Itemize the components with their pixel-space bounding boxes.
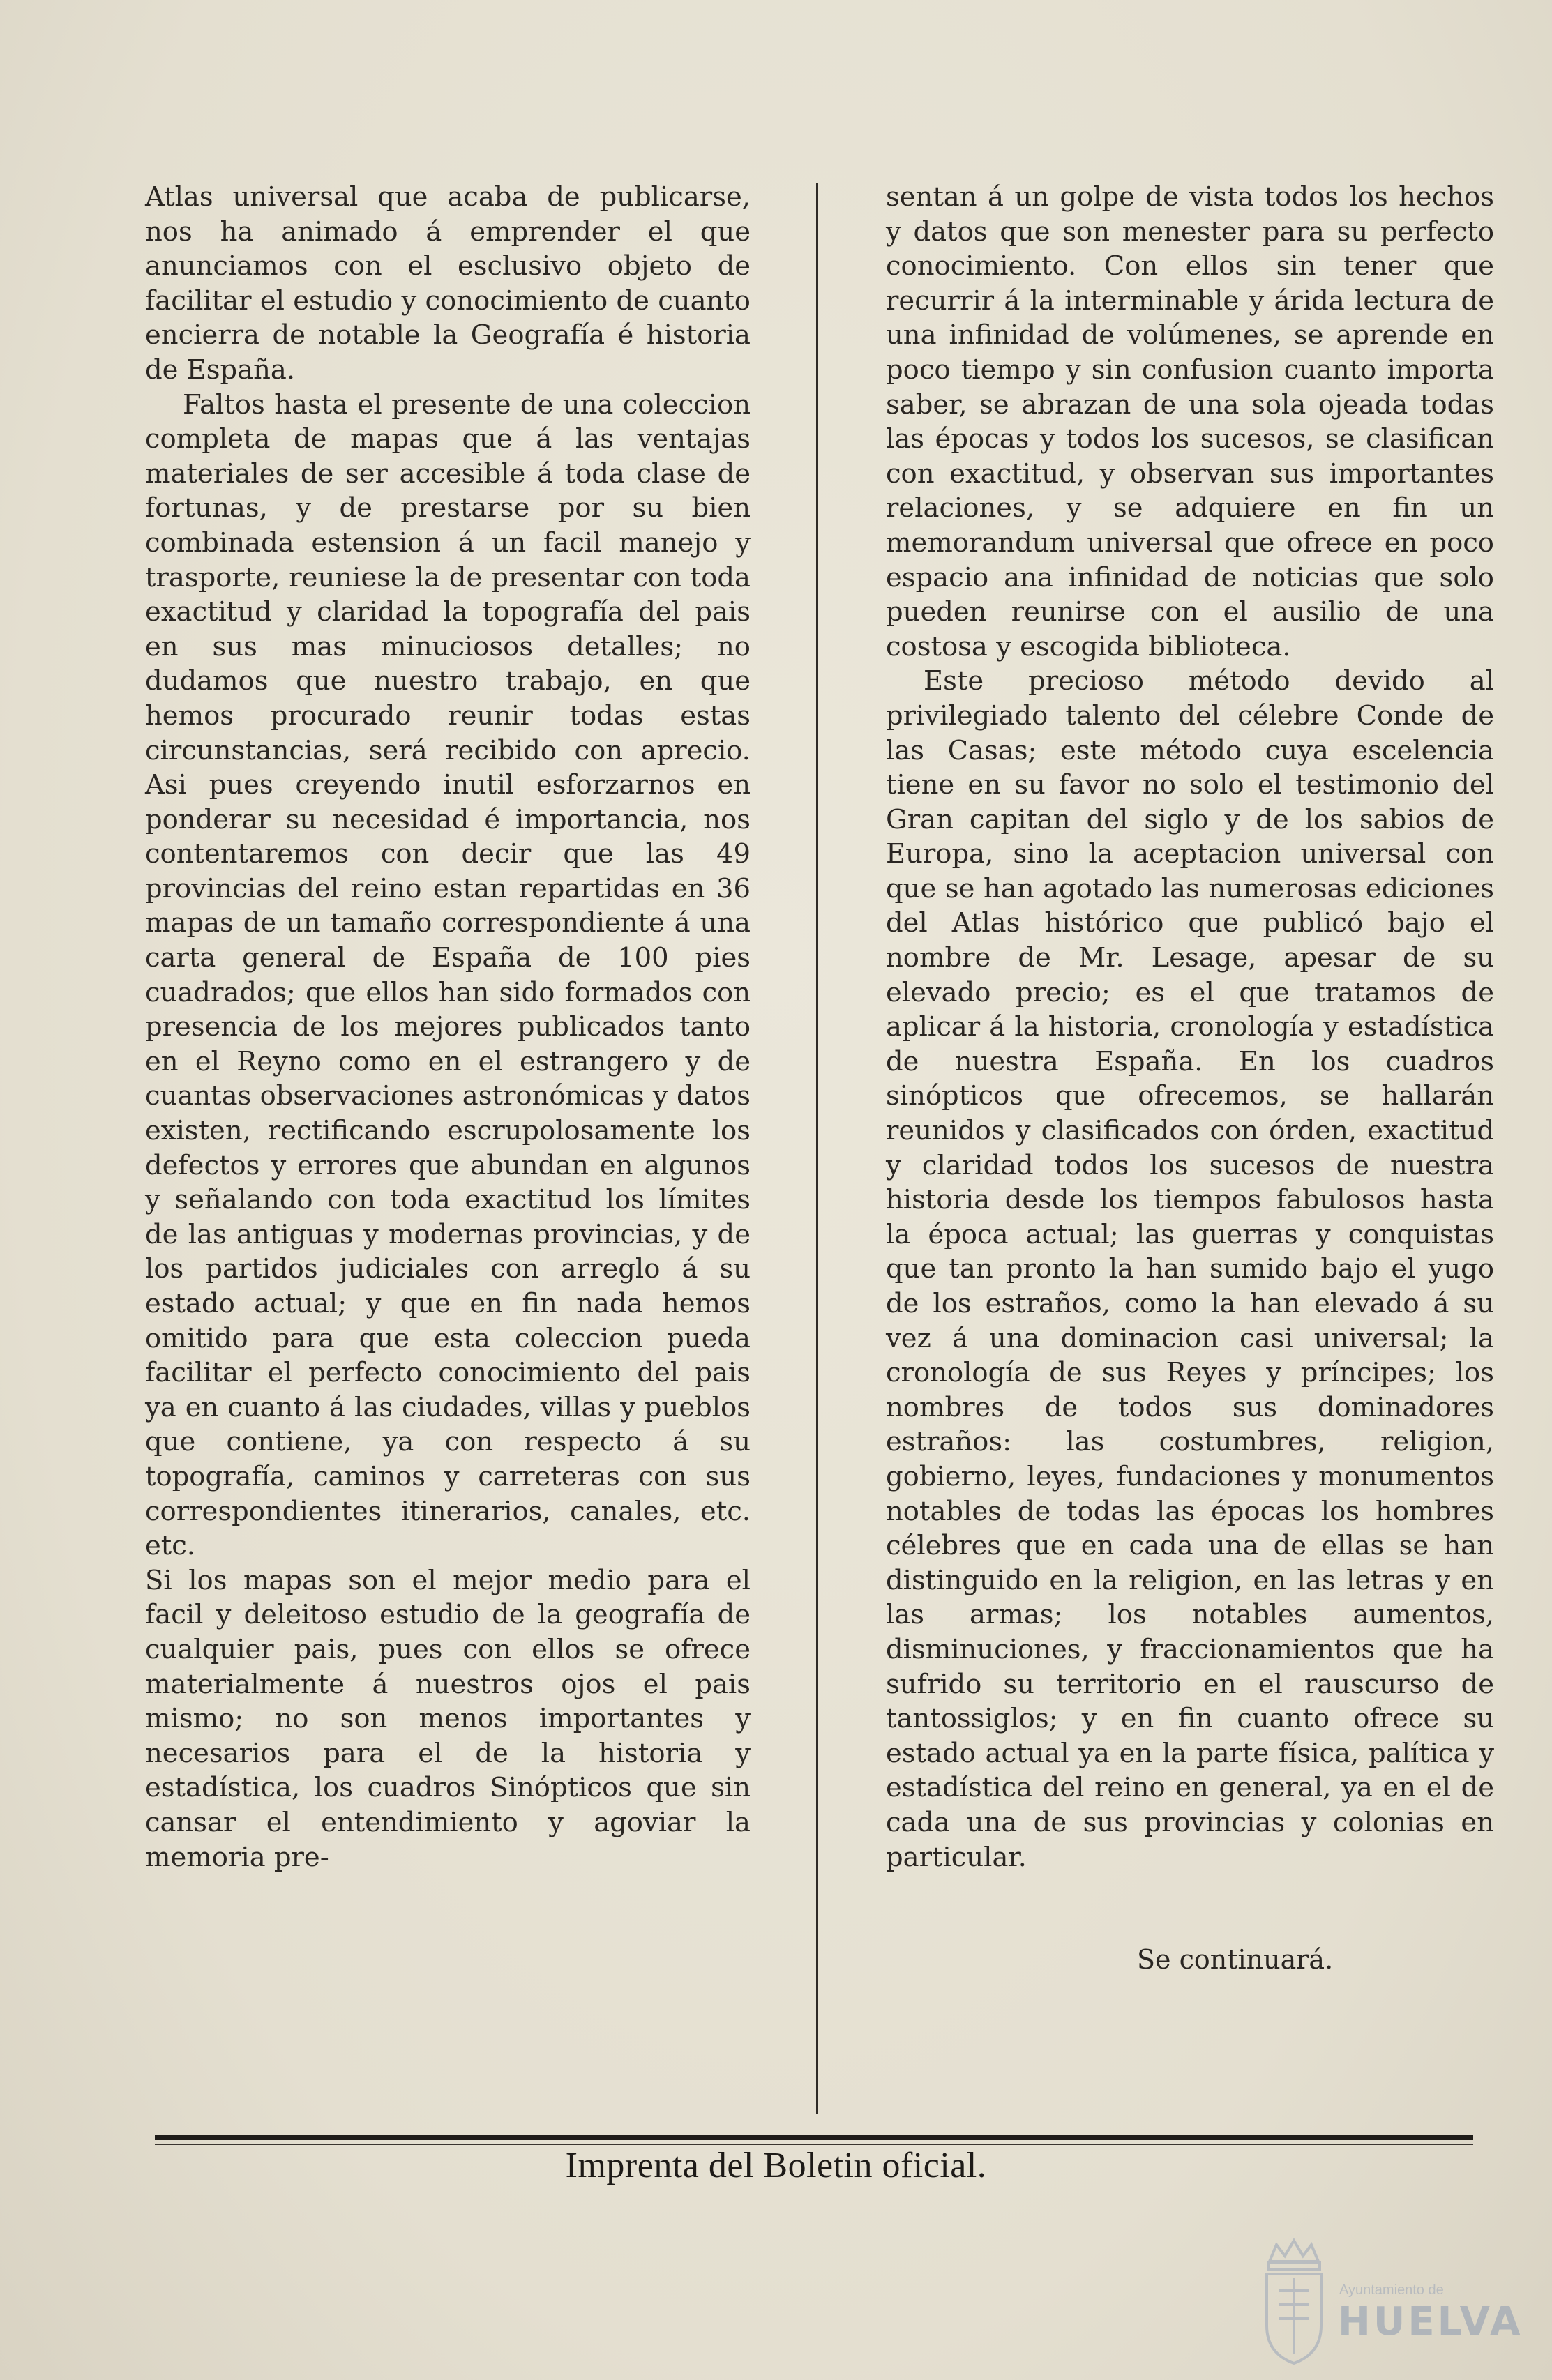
- footer-rule-thick: [155, 2135, 1473, 2140]
- right-paragraph-1: sentan á un golpe de vista todos los hechos y datos que son menester para su perfecto conocimiento. Con ellos sin tener que recurrir á la interminable y árida lectura de una infinidad de volúmenes, se aprende en poco tiempo y sin confusion cuanto importa saber, se abrazan de una sola ojeada todas las épocas y todos los sucesos, se clasifican con exactitud, y observan sus importantes relaciones, y se adquiere en fin un memorandum universal que ofrece en poco espacio ana infinidad de noticias que solo pueden reunirse con el ausilio de una costosa y escogida biblioteca.: [886, 181, 1494, 662]
- imprint-line: Imprenta del Boletin oficial.: [565, 2146, 987, 2185]
- right-column: [886, 180, 1494, 1874]
- watermark-subtitle: Ayuntamiento de: [1339, 2282, 1444, 2298]
- left-paragraph-1: Atlas universal que acaba de publicarse, nos ha animado á emprender el que anunciamos con el esclusivo objeto de facilitar el estudio y conocimiento de cuanto encierra de notable la Geografía é historia de España.: [145, 181, 751, 386]
- crown-shield-icon: [1256, 2235, 1332, 2367]
- right-paragraph-2: Este precioso método devido al privilegiado talento del célebre Conde de las Casas; este método cuya escelencia tiene en su favor no solo el testimonio del Gran capitan del siglo y de los sabios de Europa, sino la aceptacion universal con que se han agotado las numerosas ediciones del Atlas histórico que publicó bajo el nombre de Mr. Lesage, apesar de su elevado precio; es el que tratamos de aplicar á la historia, cronología y estadística de nuestra España. En los cuadros sinópticos que ofrecemos, se hallarán reunidos y clasificados con órden, exactitud y claridad todos los sucesos de nuestra historia desde los tiempos fabulosos hasta la época actual; las guerras y conquistas que tan pronto la han sumido bajo el yugo de los estraños, como la han elevado á su vez á una dominacion casi universal; la cronología de sus Reyes y príncipes; los nombres de todos sus dominadores estraños: las costumbres, religion, gobierno, leyes, fundaciones y monumentos notables de todas las épocas los hombres célebres que en cada una de ellas se han distinguido en la religion, en las letras y en las armas; los notables aumentos, disminuciones, y fraccionamientos que ha sufrido su territorio en el rauscurso de tantossiglos; y en fin cuanto ofrece su estado actual ya en la parte física, palítica y estadística del reino en general, ya en el de cada una de sus provincias y colonias en particular.: [886, 665, 1494, 1873]
- column-divider: [816, 183, 818, 2114]
- watermark-title: HUELVA: [1338, 2299, 1523, 2344]
- left-column: [145, 180, 751, 1874]
- left-paragraph-2: Faltos hasta el presente de una coleccion completa de mapas que á las ventajas materiales de ser accesible á toda clase de fortunas, y de prestarse por su bien combinada estension á un facil manejo y trasporte, reuniese la de presentar con toda exactitud y claridad la topografía del pais en sus mas minuciosos detalles; no dudamos que nuestro trabajo, en que hemos procurado reunir todas estas circunstancias, será recibido con aprecio. Asi pues creyendo inutil esforzarnos en ponderar su necesidad é importancia, nos contentaremos con decir que las 49 provincias del reino estan repartidas en 36 mapas de un tamaño correspondiente á una carta general de España de 100 pies cuadrados; que ellos han sido formados con presencia de los mejores publicados tanto en el Reyno como en el estrangero y de cuantas observaciones astronómicas y datos existen, rectificando escrupolosamente los defectos y errores que abundan en algunos y señalando con toda exactitud los límites de las antiguas y modernas provincias, y de los partidos judiciales con arreglo á su estado actual; y que en fin nada hemos omitido para que esta coleccion pueda facilitar el perfecto conocimiento del pais ya en cuanto á las ciudades, villas y pueblos que contiene, ya con respecto á su topografía, caminos y carreteras con sus correspondientes itinerarios, canales, etc. etc.: [145, 388, 751, 1562]
- left-paragraph-3: Si los mapas son el mejor medio para el facil y deleitoso estudio de la geografía de cualquier pais, pues con ellos se ofrece materialmente á nuestros ojos el pais mismo; no son menos importantes y necesarios para el de la historia y estadística, los cuadros Sinópticos que sin cansar el entendimiento y agoviar la memoria pre-: [145, 1564, 751, 1873]
- watermark-logo: [1256, 2235, 1521, 2367]
- continued-note: Se continuará.: [1137, 1944, 1334, 1975]
